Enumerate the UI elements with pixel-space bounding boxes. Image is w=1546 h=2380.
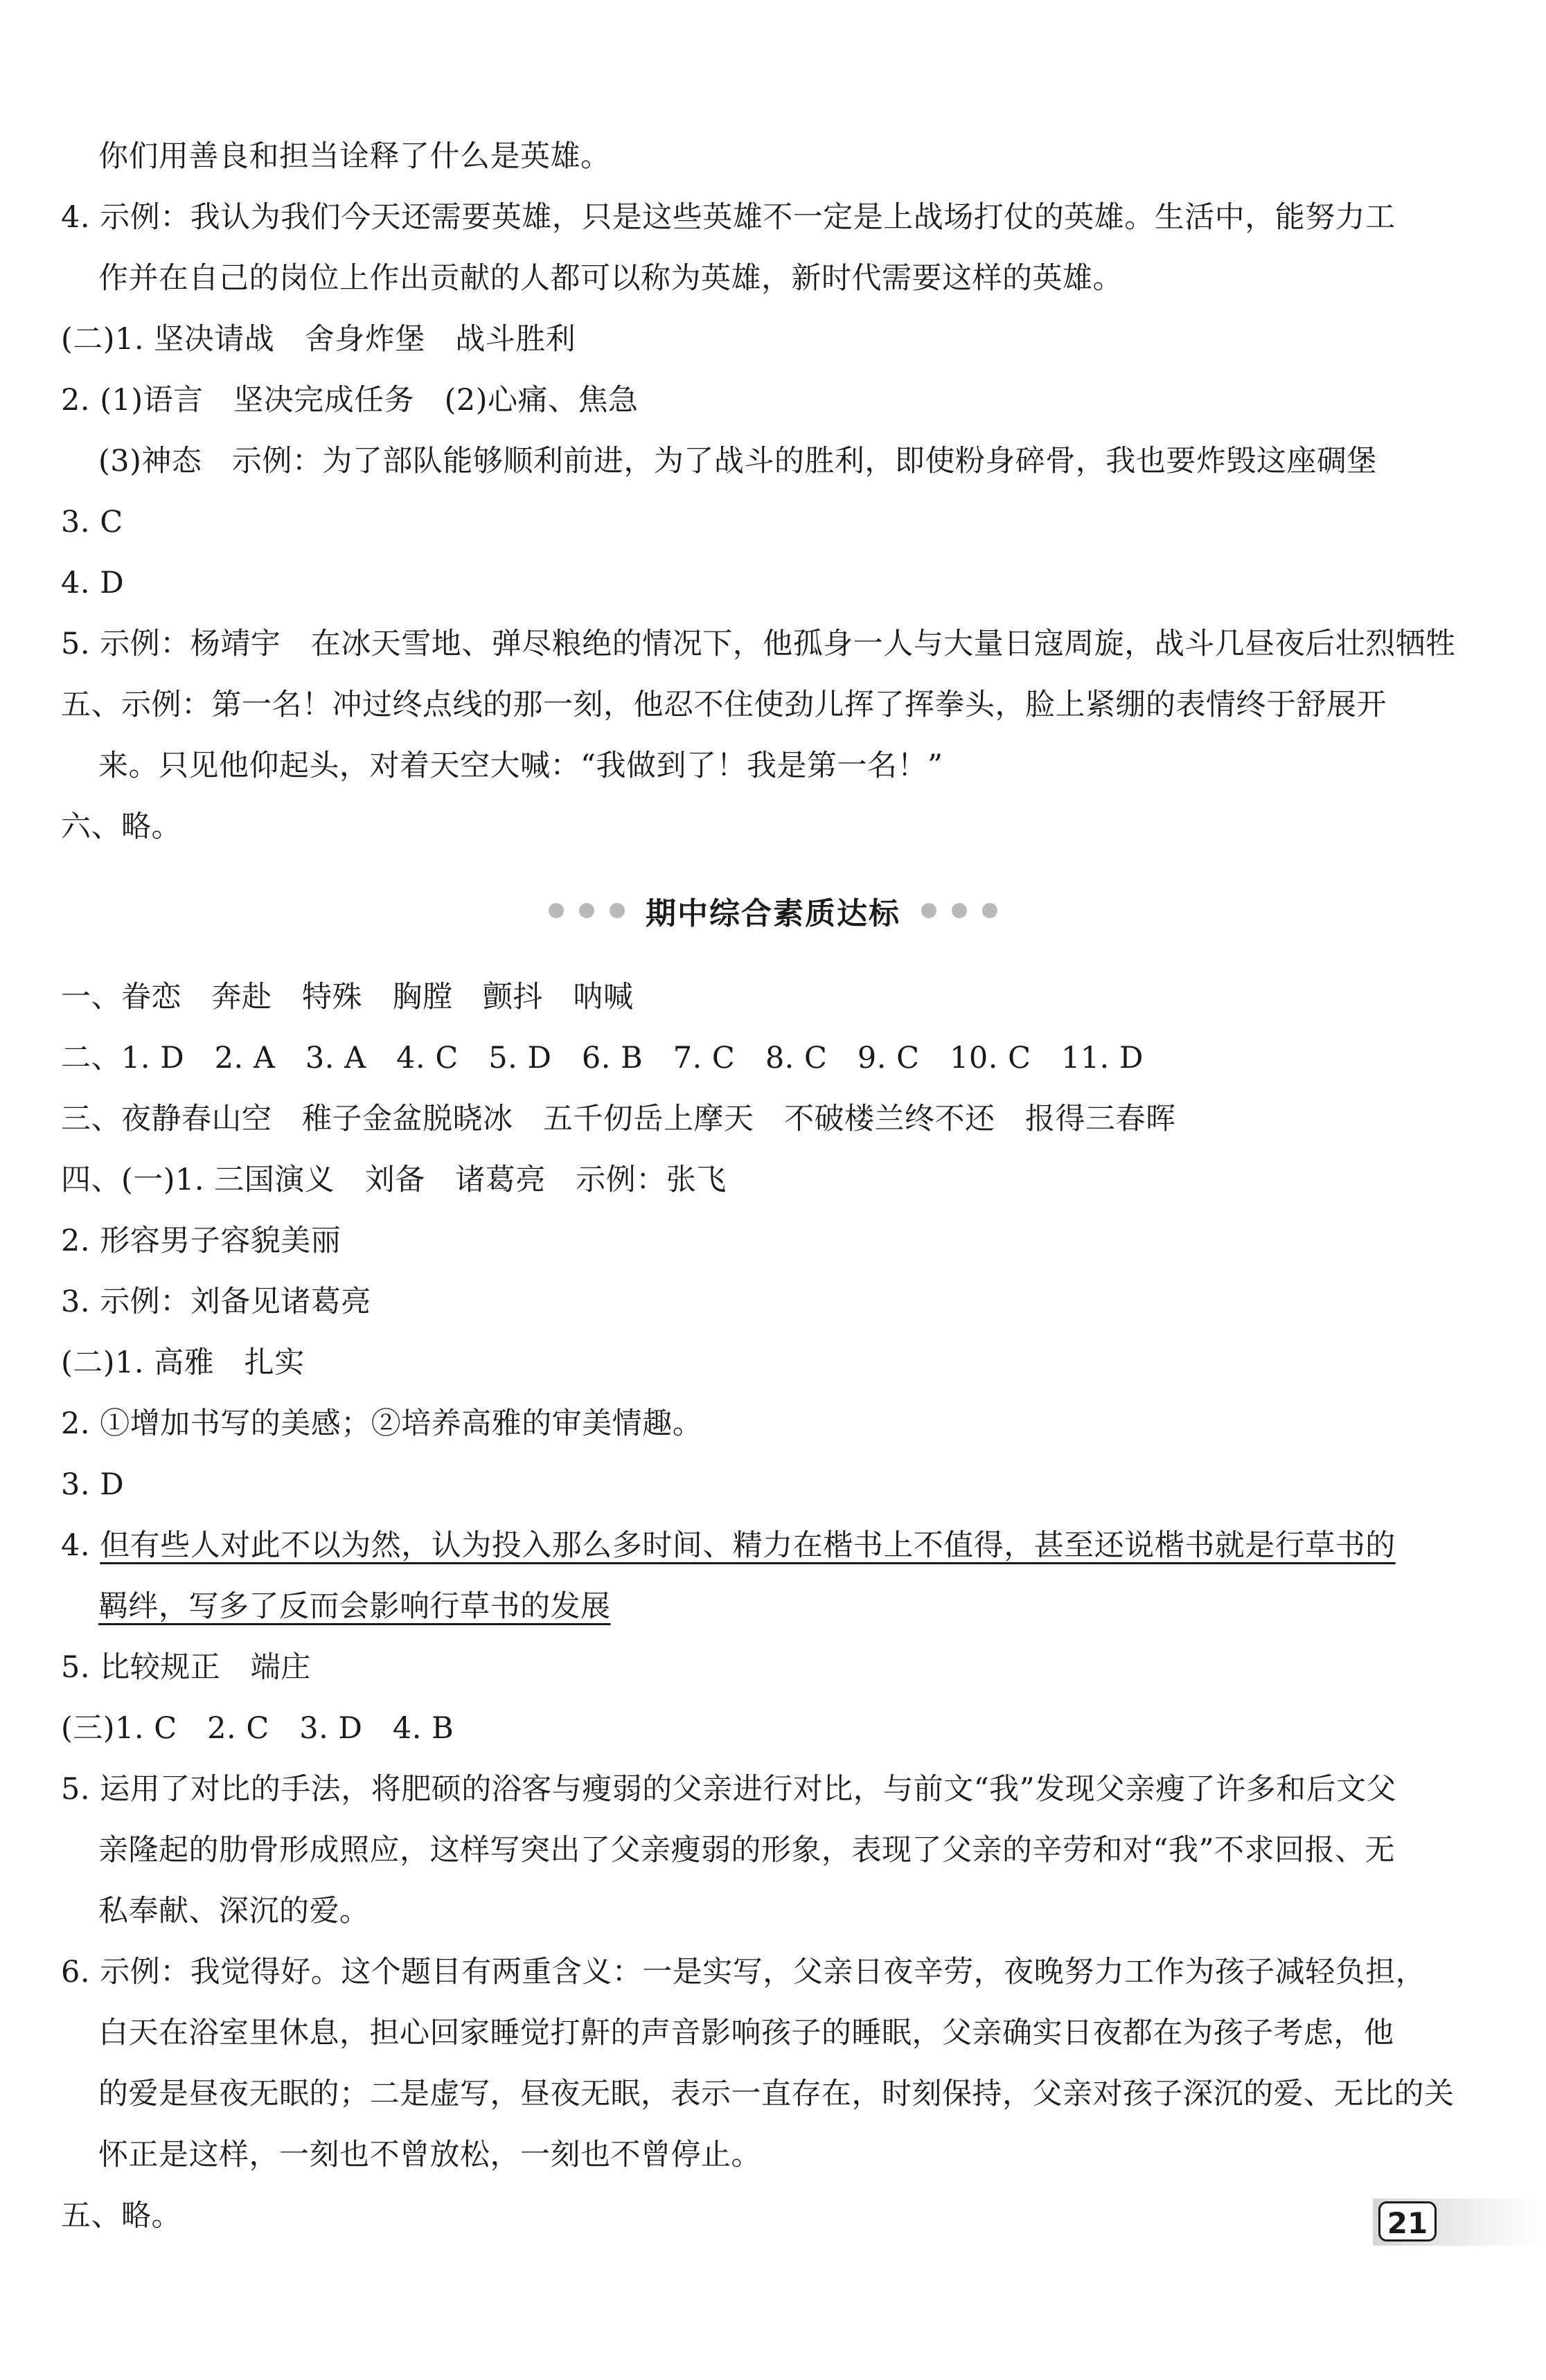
- text-line: (三)1. C 2. C 3. D 4. B: [61, 1711, 454, 1746]
- text-line: 亲隆起的肋骨形成照应，这样写突出了父亲瘦弱的形象，表现了父亲的辛劳和对“我”不求回报、无: [98, 1833, 1395, 1868]
- text-line: 2. 形容男子容貌美丽: [61, 1224, 341, 1258]
- page-number: 21: [1378, 2201, 1437, 2242]
- text-line: 一、眷恋 奔赴 特殊 胸膛 颤抖 呐喊: [61, 980, 634, 1014]
- text-line: (二)1. 坚决请战 舍身炸堡 战斗胜利: [61, 322, 576, 357]
- text-line: 你们用善良和担当诠释了什么是英雄。: [98, 139, 611, 174]
- text-line: 来。只见他仰起头，对着天空大喊：“我做到了！我是第一名！”: [98, 749, 943, 783]
- text-line: [98, 1586, 611, 1627]
- dot-icon: [982, 903, 997, 918]
- text-line: 五、示例：第一名！冲过终点线的那一刻，他忍不住使劲儿挥了挥拳头，脸上紧绷的表情终于舒展开: [61, 688, 1387, 722]
- item-number: 4.: [61, 1528, 100, 1563]
- text-line: 6. 示例：我觉得好。这个题目有两重含义：一是实写，父亲日夜辛劳，夜晚努力工作为孩子减轻负担，: [61, 1955, 1426, 1989]
- text-line: 白天在浴室里休息，担心回家睡觉打鼾的声音影响孩子的睡眠，父亲确实日夜都在为孩子考虑，他: [98, 2016, 1394, 2050]
- underlined-answer: 但有些人对此不以为然，认为投入那么多时间、精力在楷书上不值得，甚至还说楷书就是行草书的: [100, 1528, 1396, 1563]
- text-line: 3. C: [61, 505, 123, 539]
- text-line: 四、(一)1. 三国演义 刘备 诸葛亮 示例：张飞: [61, 1163, 727, 1197]
- text-line: 2. (1)语言 坚决完成任务 (2)心痛、焦急: [61, 383, 639, 418]
- text-line: 五、略。: [61, 2199, 181, 2233]
- text-line: 二、1. D 2. A 3. A 4. C 5. D 6. B 7. C 8. C 9. C 10. C 11. D: [61, 1041, 1144, 1075]
- text-line: 5. 运用了对比的手法，将肥硕的浴客与瘦弱的父亲进行对比，与前文“我”发现父亲瘦了许多和后文父: [61, 1772, 1397, 1807]
- text-line: 5. 示例：杨靖宇 在冰天雪地、弹尽粮绝的情况下，他孤身一人与大量日寇周旋，战斗几昼夜后壮烈牺牲: [61, 627, 1456, 661]
- text-line: (3)神态 示例：为了部队能够顺利前进，为了战斗的胜利，即使粉身碎骨，我也要炸毁这座碉堡: [98, 444, 1377, 478]
- dot-icon: [579, 903, 594, 918]
- text-line: 作并在自己的岗位上作出贡献的人都可以称为英雄，新时代需要这样的英雄。: [98, 261, 1123, 296]
- decorative-dots: [549, 903, 625, 918]
- text-line: 私奉献、深沉的爱。: [98, 1894, 370, 1929]
- section-header: [0, 886, 1546, 935]
- text-line: 4. D: [61, 566, 125, 600]
- dot-icon: [952, 903, 967, 918]
- page-number-tab: [1373, 2199, 1546, 2246]
- decorative-dots: [921, 903, 997, 918]
- text-line: 5. 比较规正 端庄: [61, 1650, 311, 1685]
- text-line: (二)1. 高雅 扎实: [61, 1345, 305, 1380]
- text-line: 3. 示例：刘备见诸葛亮: [61, 1285, 371, 1319]
- dot-icon: [921, 903, 936, 918]
- dot-icon: [549, 903, 564, 918]
- text-line: 怀正是这样，一刻也不曾放松，一刻也不曾停止。: [98, 2138, 761, 2172]
- text-line: 4. 示例：我认为我们今天还需要英雄，只是这些英雄不一定是上战场打仗的英雄。生活中，能努力工: [61, 200, 1396, 235]
- underlined-answer: 羁绊，写多了反而会影响行草书的发展: [98, 1589, 611, 1624]
- text-line: 三、夜静春山空 稚子金盆脱晓冰 五千仞岳上摩天 不破楼兰终不还 报得三春晖: [61, 1102, 1176, 1136]
- text-line: 3. D: [61, 1467, 125, 1502]
- text-line: 2. ①增加书写的美感；②培养高雅的审美情趣。: [61, 1406, 703, 1441]
- section-title: 期中综合素质达标: [646, 896, 900, 931]
- text-line: 六、略。: [61, 809, 181, 844]
- text-line: 的爱是昼夜无眠的；二是虚写，昼夜无眠，表示一直存在，时刻保持，父亲对孩子深沉的爱、无比的关: [98, 2077, 1455, 2111]
- dot-icon: [610, 903, 625, 918]
- text-line: [61, 1525, 1396, 1566]
